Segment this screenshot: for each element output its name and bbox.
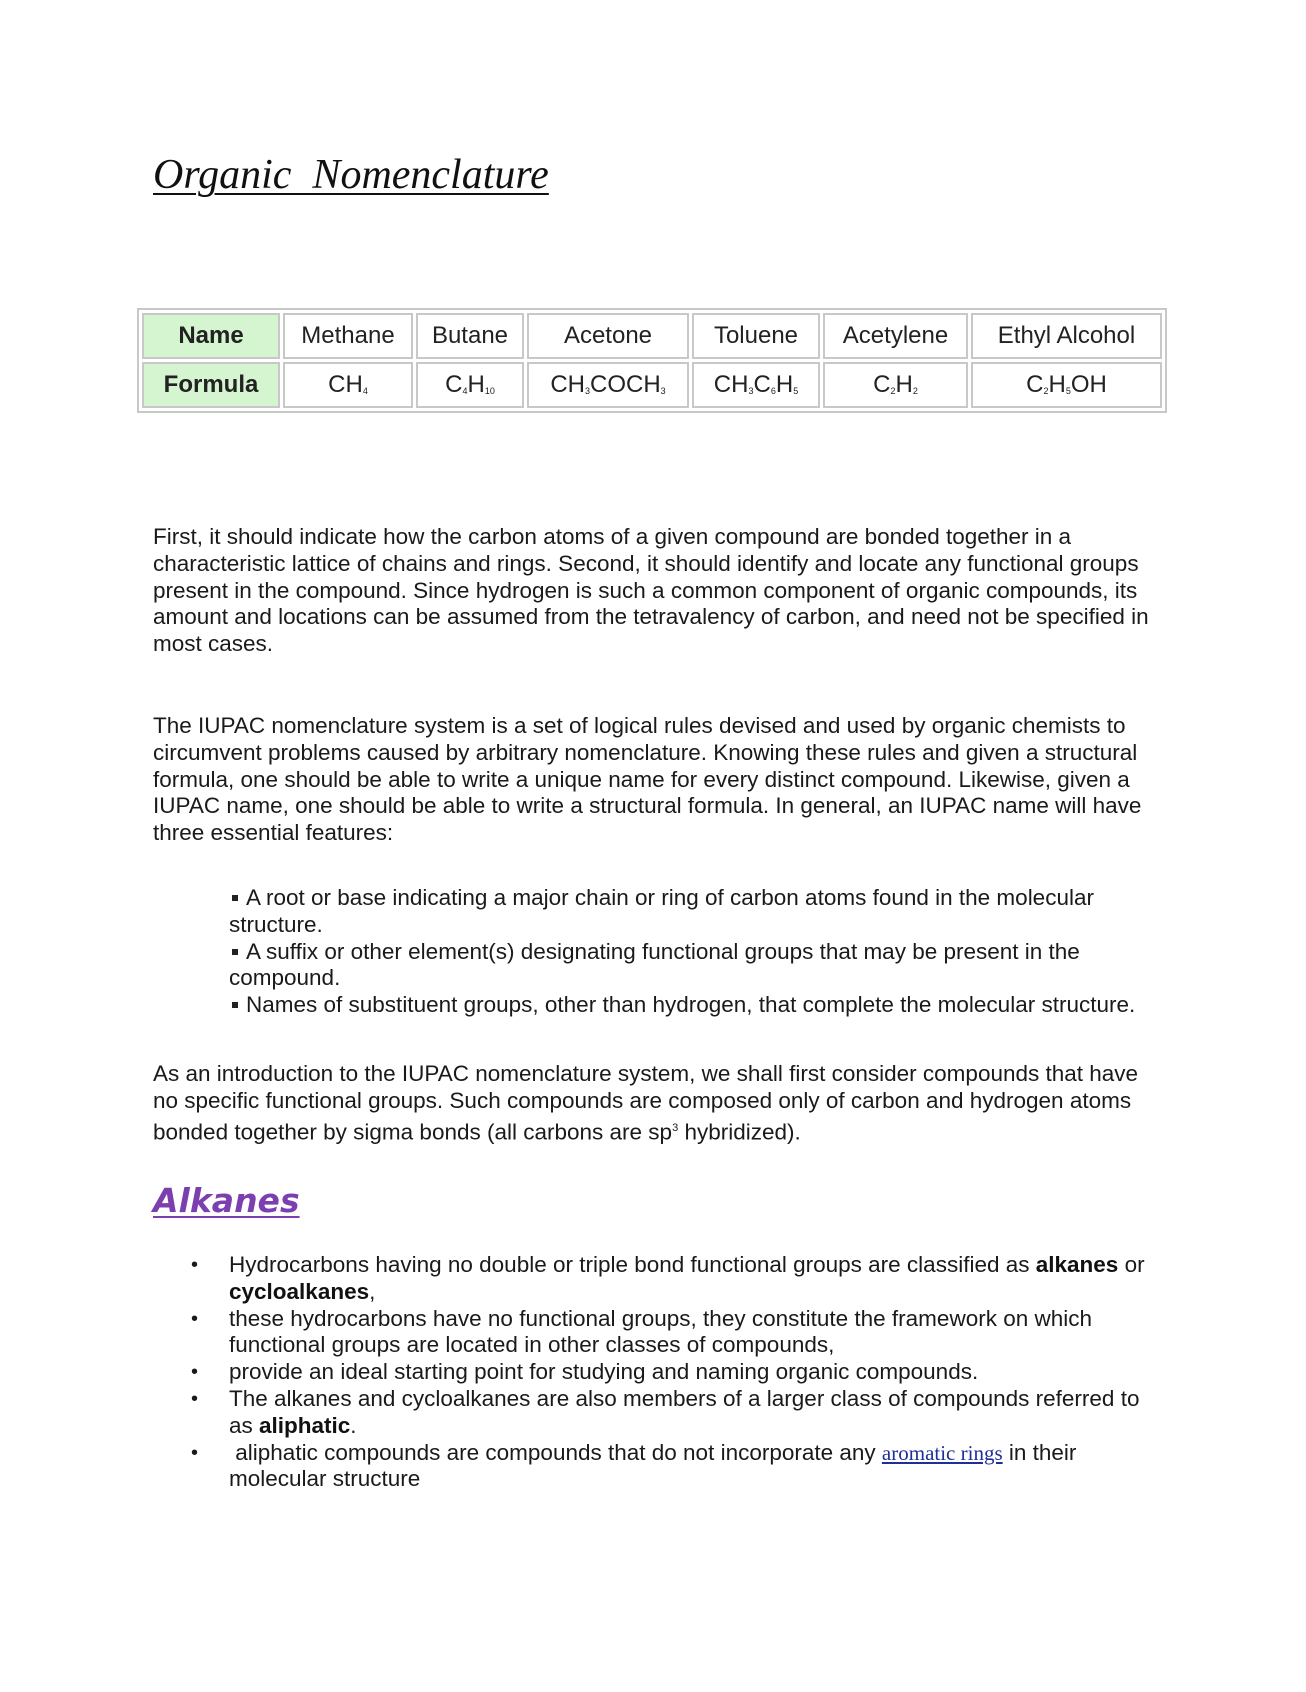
compound-formula-table bbox=[137, 308, 1167, 413]
compound-name-cell: Butane bbox=[416, 313, 524, 359]
formula-subscript: 4 bbox=[462, 386, 468, 396]
section-heading-alkanes: Alkanes bbox=[153, 1181, 300, 1220]
square-bullet-icon bbox=[232, 895, 238, 901]
square-bullet-icon bbox=[232, 1002, 238, 1008]
formula-text: C bbox=[753, 371, 771, 398]
formula-text: C bbox=[445, 371, 463, 398]
intro-paragraph: First, it should indicate how the carbon atoms of a given compound are bonded together in a characteristic lattice of chains and rings. Second, it should identify and locate any functional groups present in the compound. Since hydrogen is such a common component of organic compounds, its amount and locations can be assumed from the tetravalency of carbon, and need not be specified in most cases. bbox=[153, 524, 1149, 657]
term-alkanes: alkanes bbox=[1035, 1252, 1119, 1277]
term-cycloalkanes: cycloalkanes bbox=[229, 1278, 370, 1304]
list-item-text: A suffix or other element(s) designating functional groups that may be present in the compound. bbox=[229, 938, 1080, 991]
compound-formula-cell bbox=[971, 362, 1162, 408]
list-item-text: Names of substituent groups, other than hydrogen, that complete the molecular structure. bbox=[246, 992, 1136, 1018]
list-item-text: A root or base indicating a major chain or ring of carbon atoms found in the molecular structure. bbox=[229, 885, 1094, 937]
list-item bbox=[229, 885, 1149, 939]
formula-subscript: 5 bbox=[793, 386, 799, 396]
formula-text: C bbox=[873, 371, 891, 398]
table-row-names bbox=[142, 313, 1162, 359]
formula-subscript: 3 bbox=[660, 386, 666, 396]
formula-subscript: 10 bbox=[484, 386, 495, 396]
formula-subscript: 2 bbox=[912, 386, 918, 396]
row-header-name: Name bbox=[142, 313, 280, 359]
formula-subscript: 3 bbox=[584, 386, 590, 396]
formula-subscript: 6 bbox=[770, 386, 776, 396]
list-item: • these hydrocarbons have no functional groups, they constitute the framework on which functional groups are located in other classes of compounds, bbox=[191, 1305, 1092, 1358]
bullet-icon: • bbox=[191, 1441, 199, 1464]
square-bullet-icon bbox=[232, 949, 238, 955]
iupac-paragraph: The IUPAC nomenclature system is a set of logical rules devised and used by organic chemists to circumvent problems caused by arbitrary nomenclature. Knowing these rules and given a structural formula, one should be able to write a unique name for every distinct compound. Likewise, given a IUPAC name, one should be able to write a structural formula. In general, an IUPAC name will have three essential features: bbox=[153, 713, 1142, 846]
row-header-formula: Formula bbox=[142, 362, 280, 408]
list-item: • Hydrocarbons having no double or triple bond functional groups are classified as alkanes or cycloalkanes, bbox=[191, 1252, 1145, 1304]
bullet-icon: • bbox=[191, 1387, 199, 1410]
list-item bbox=[229, 939, 1149, 993]
compound-name-cell: Toluene bbox=[692, 313, 820, 359]
compound-formula-cell bbox=[823, 362, 968, 408]
compound-formula-cell bbox=[416, 362, 524, 408]
compound-name-cell: Acetone bbox=[527, 313, 689, 359]
formula-text: CH bbox=[328, 371, 363, 398]
superscript-3: 3 bbox=[672, 1121, 679, 1134]
compound-formula-cell bbox=[527, 362, 689, 408]
list-item: • aliphatic compounds are compounds that do not incorporate any aromatic rings in their molecular structure bbox=[191, 1439, 1077, 1492]
compound-name-cell: Acetylene bbox=[823, 313, 968, 359]
aromatic-rings-link[interactable]: aromatic rings bbox=[881, 1440, 1003, 1465]
formula-text: H bbox=[775, 371, 794, 398]
formula-text: H bbox=[467, 371, 485, 398]
compound-name-cell: Methane bbox=[283, 313, 413, 359]
formula-text: CH bbox=[550, 371, 585, 398]
table-row-formulas bbox=[142, 362, 1162, 408]
page-title: Organic Nomenclature bbox=[153, 152, 549, 198]
list-item: • provide an ideal starting point for studying and naming organic compounds. bbox=[191, 1359, 979, 1385]
compound-formula-cell bbox=[692, 362, 820, 408]
formula-subscript: 5 bbox=[1065, 386, 1071, 396]
introduction-paragraph: As an introduction to the IUPAC nomenclature system, we shall first consider compounds that have no specific functional groups. Such compounds are composed only of carbon and hydrogen atoms bonded together by sigma bonds (all carbons are $sp^3$ hybridized). bbox=[153, 1061, 1139, 1145]
bullet-icon: • bbox=[191, 1307, 199, 1330]
formula-subscript: 3 bbox=[748, 386, 754, 396]
alkanes-bullet-list bbox=[153, 1252, 1163, 1493]
formula-text: OH bbox=[1070, 371, 1107, 398]
formula-subscript: 4 bbox=[362, 386, 368, 396]
formula-text: H bbox=[1048, 371, 1066, 398]
list-item bbox=[229, 992, 1149, 1019]
formula-subscript: 2 bbox=[890, 386, 896, 396]
list-item: • The alkanes and cycloalkanes are also members of a larger class of compounds referred to as aliphatic. bbox=[191, 1385, 1140, 1438]
iupac-features-list bbox=[229, 885, 1149, 1019]
formula-subscript: 2 bbox=[1043, 386, 1049, 396]
compound-name-cell: Ethyl Alcohol bbox=[971, 313, 1162, 359]
compound-formula-cell bbox=[283, 362, 413, 408]
formula-text: C bbox=[1026, 371, 1044, 398]
term-aliphatic: aliphatic bbox=[259, 1412, 351, 1438]
formula-text: COCH bbox=[590, 371, 661, 398]
bullet-icon: • bbox=[191, 1254, 199, 1276]
formula-text: H bbox=[895, 371, 913, 398]
bullet-icon: • bbox=[191, 1361, 199, 1384]
formula-text: CH bbox=[713, 371, 749, 398]
